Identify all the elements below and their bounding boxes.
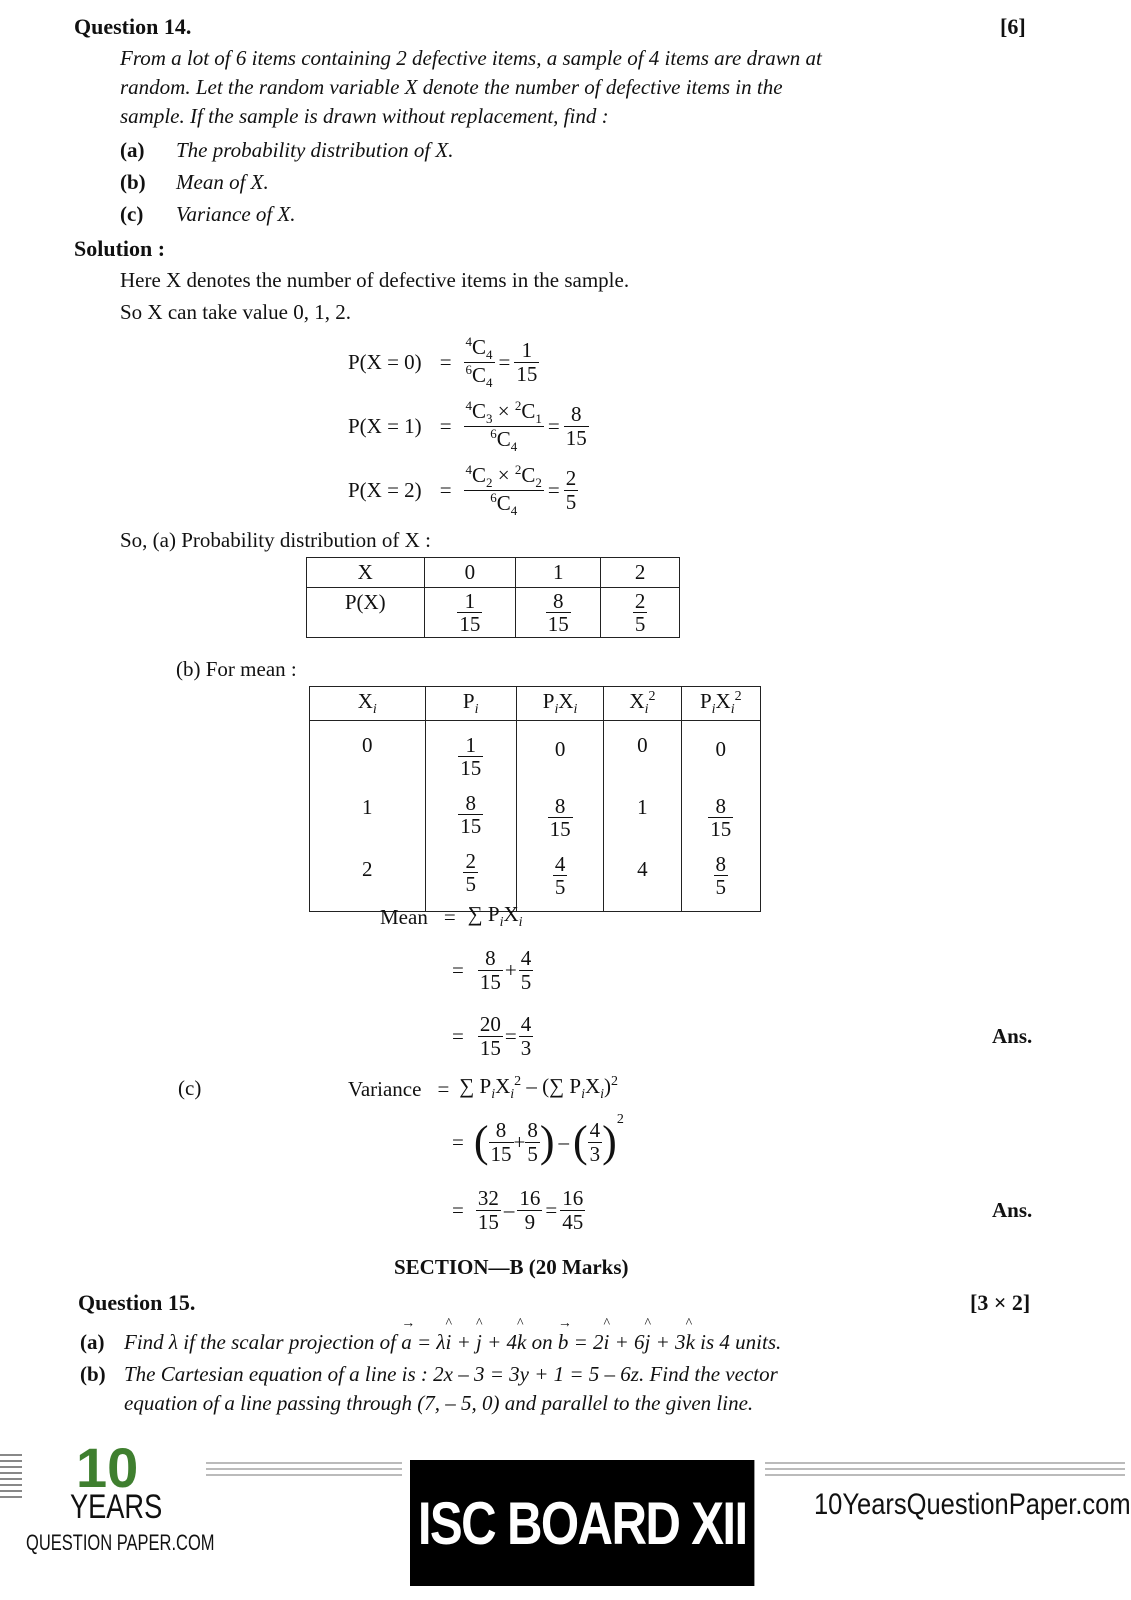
distribution-label: So, (a) Probability distribution of X : <box>120 528 431 552</box>
mean-answer-mark: Ans. <box>992 1024 1033 1048</box>
part-c-text: Variance of X. <box>176 202 296 226</box>
table-cell: $\frac{1}{15}$ <box>424 588 516 638</box>
footer-logo-number: 10 <box>76 1436 139 1499</box>
prob-x0-combination-fraction: $\frac{^4C_4}{^6C_4}$ <box>465 333 493 390</box>
question-15-heading: Question 15. <box>78 1290 196 1315</box>
mean-section-label: (b) For mean : <box>176 657 297 681</box>
footer-logo-subtitle: QUESTION PAPER.COM <box>26 1530 215 1555</box>
mean-table-header-row <box>310 687 761 721</box>
question-14-text-line-3: sample. If the sample is drawn without replacement, find : <box>120 104 609 128</box>
table-header-pixi: $P_iX_i$ <box>516 687 603 721</box>
prob-x0-lhs: P(X = 0) <box>348 349 422 374</box>
variance-equation-line-2: = ( $\frac{8}{15}$ + $\frac{8}{5}$ ) – ( $\frac{4}{3}$ ) $^2$ <box>452 1112 624 1166</box>
footer-logo <box>0 1436 215 1600</box>
table-header-pixi-squared: $P_iX_i^2$ <box>681 687 760 721</box>
variance-word: Variance <box>348 1076 422 1101</box>
footer-logo-years: YEARS <box>70 1488 163 1526</box>
table-cell: $\frac{2}{5}$ <box>601 588 680 638</box>
question-15-part-b-label: (b) <box>80 1362 106 1386</box>
distribution-table-prob-row <box>307 588 680 638</box>
prob-x1-result: $\frac{8}{15}$ <box>565 402 587 450</box>
mean-word: Mean <box>380 904 428 929</box>
question-15-marks: [3 × 2] <box>970 1290 1031 1315</box>
question-14-text-line-1: From a lot of 6 items containing 2 defective items, a sample of 4 items are drawn at <box>120 46 822 70</box>
part-c-label: (c) <box>120 202 144 226</box>
question-15-part-a-text: Find λ if the scalar projection of a → = λi ^ + j ^ + 4k ^ on b → = 2i ^ + 6j ^ + 3k ^ is 4 units. <box>124 1316 782 1354</box>
question-15-part-b-line-1: The Cartesian equation of a line is : 2x – 3 = 3y + 1 = 5 – 6z. Find the vector <box>124 1362 778 1386</box>
table-header-pi: $P_i$ <box>425 687 516 721</box>
prob-x1-equation: P(X = 1) = $\frac{^4C_3 \times ^2C_1}{^6C_4}$ = $\frac{8}{15}$ <box>348 397 587 454</box>
mean-equation-line-2: = $\frac{8}{15}$ + $\frac{4}{5}$ <box>452 946 532 994</box>
prob-x0-result: $\frac{1}{15}$ <box>516 338 538 386</box>
table-header-xi-squared: $X_i^2$ <box>604 687 681 721</box>
solution-line-1: Here X denotes the number of defective items in the sample. <box>120 268 630 292</box>
prob-x1-lhs: P(X = 1) <box>348 413 422 438</box>
table-cell: 0 $\frac{8}{15}$ $\frac{8}{5}$ <box>681 721 760 912</box>
variance-equation-line-3: = $\frac{32}{15}$ – $\frac{16}{9}$ = $\frac{16}{45}$ <box>452 1186 584 1234</box>
prob-x2-lhs: P(X = 2) <box>348 477 422 502</box>
table-cell: P(X) <box>307 588 425 638</box>
prob-x2-result: $\frac{2}{5}$ <box>565 466 577 514</box>
variance-part-label: (c) <box>178 1076 202 1100</box>
solution-line-2: So X can take value 0, 1, 2. <box>120 300 351 324</box>
table-cell: $\frac{8}{15}$ <box>516 588 601 638</box>
solution-heading: Solution : <box>74 236 166 261</box>
part-b-label: (b) <box>120 170 146 194</box>
table-header-xi: $X_i$ <box>310 687 426 721</box>
table-cell: X <box>307 558 425 588</box>
table-cell: $\frac{1}{15}$ $\frac{8}{15}$ $\frac{2}{5}$ <box>425 721 516 912</box>
part-a-label: (a) <box>120 138 145 162</box>
table-cell: 0 $\frac{8}{15}$ $\frac{4}{5}$ <box>516 721 603 912</box>
question-15-part-b-line-2: equation of a line passing through (7, – 5, 0) and parallel to the given line. <box>124 1391 754 1415</box>
prob-x2-combination-fraction: $\frac{^4C_2 \times ^2C_2}{^6C_4}$ <box>465 461 542 518</box>
table-cell: 2 <box>601 558 680 588</box>
table-cell: 0 1 4 <box>604 721 681 912</box>
variance-answer-mark: Ans. <box>992 1198 1033 1222</box>
question-14-text-line-2: random. Let the random variable X denote the number of defective items in the <box>120 75 783 99</box>
mean-table-body-row <box>310 721 761 912</box>
part-a-text: The probability distribution of X. <box>176 138 454 162</box>
question-14-heading: Question 14. <box>74 14 192 39</box>
question-14-marks: [6] <box>1000 14 1026 39</box>
mean-equation-line-1: Mean = ∑ $P_iX_i$ <box>380 902 523 931</box>
footer-site-link[interactable]: 10YearsQuestionPaper.com <box>814 1488 1131 1521</box>
question-15-part-a-label: (a) <box>80 1330 105 1354</box>
prob-x0-equation: P(X = 0) = $\frac{^4C_4}{^6C_4}$ = $\frac{1}{15}$ <box>348 333 538 390</box>
footer-banner-text: ISC BOARD XII <box>417 1489 747 1557</box>
prob-x1-combination-fraction: $\frac{^4C_3 \times ^2C_1}{^6C_4}$ <box>465 397 542 454</box>
table-cell: 0 1 2 <box>310 721 426 912</box>
variance-equation-line-1: Variance = ∑ $P_iX_i^2$ – (∑ $P_iX_i)^2$ <box>348 1074 619 1103</box>
distribution-table <box>306 557 680 638</box>
table-cell: 0 <box>424 558 516 588</box>
footer-banner <box>410 1460 754 1586</box>
table-cell: 1 <box>516 558 601 588</box>
prob-x2-equation: P(X = 2) = $\frac{^4C_2 \times ^2C_2}{^6C_4}$ = $\frac{2}{5}$ <box>348 461 577 518</box>
section-b-heading: SECTION—B (20 Marks) <box>394 1255 629 1279</box>
mean-table <box>309 686 761 912</box>
distribution-table-header-row <box>307 558 680 588</box>
mean-equation-line-3: = $\frac{20}{15}$ = $\frac{4}{3}$ <box>452 1012 532 1060</box>
part-b-text: Mean of X. <box>176 170 269 194</box>
